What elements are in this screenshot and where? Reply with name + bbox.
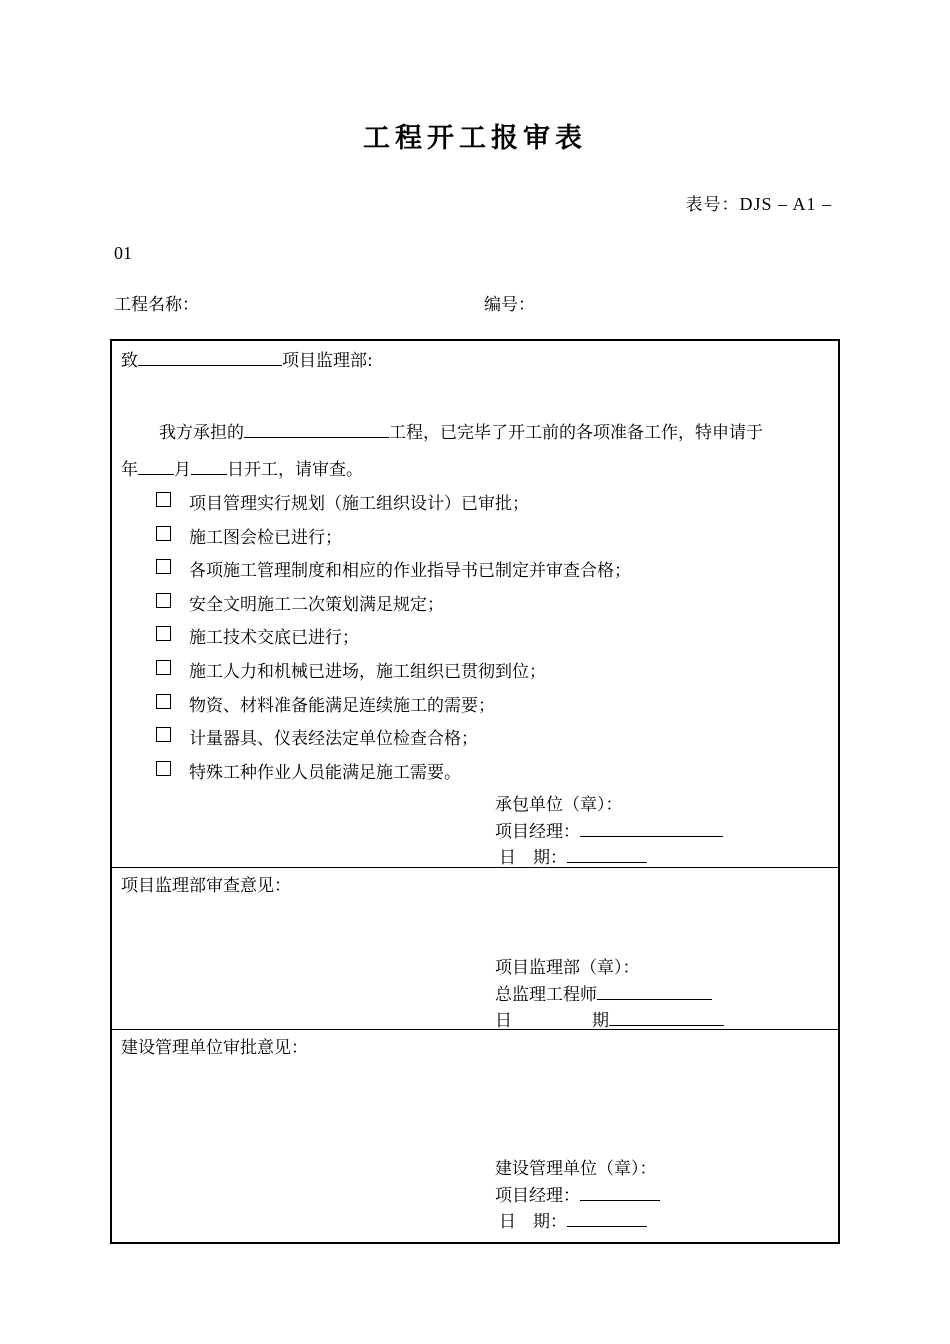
contractor-seal-label: 承包单位（章）： — [495, 795, 623, 815]
chief-engineer-line — [495, 982, 724, 1009]
checklist-item — [156, 556, 631, 590]
addressee-line — [121, 346, 373, 371]
date-blank[interactable] — [567, 845, 647, 863]
application-paragraph-line1 — [159, 418, 763, 443]
para-year: 年 — [121, 460, 138, 480]
form-number-value: DJS – A1 – — [739, 194, 832, 214]
form-number-continuation: 01 — [114, 243, 132, 263]
project-blank[interactable] — [244, 420, 389, 438]
checklist-item-label: 施工技术交底已进行； — [189, 628, 359, 649]
supervision-review-heading: 项目监理部审查意见： — [121, 876, 291, 896]
month-blank[interactable] — [191, 457, 227, 475]
supervision-seal-label: 项目监理部（章）： — [495, 958, 640, 978]
checklist-item-label: 施工图会检已进行； — [189, 527, 342, 548]
checklist-item-label: 计量器具、仪表经法定单位检查合格； — [189, 729, 478, 750]
checklist-item-label: 安全文明施工二次策划满足规定； — [189, 594, 444, 615]
chief-engineer-label: 总监理工程师 — [495, 984, 597, 1005]
checklist-item — [156, 590, 631, 624]
checkbox[interactable] — [156, 660, 171, 675]
supervision-review-section — [112, 868, 838, 1030]
contractor-signature-block — [495, 793, 723, 872]
checklist-item — [156, 758, 631, 792]
checkbox[interactable] — [156, 727, 171, 742]
checklist-item-label: 特殊工种作业人员能满足施工需要。 — [189, 762, 461, 783]
addressee-suffix: 项目监理部: — [282, 351, 373, 371]
chief-engineer-blank[interactable] — [597, 982, 712, 1000]
owner-approval-section — [112, 1030, 838, 1242]
checkbox[interactable] — [156, 492, 171, 507]
date-label: 日 期： — [499, 848, 567, 868]
supervision-date-blank[interactable] — [609, 1008, 724, 1026]
para-part2: 工程，已完毕了开工前的各项准备工作，特申请于 — [389, 423, 763, 443]
checklist-item — [156, 489, 631, 523]
manager-blank[interactable] — [580, 819, 723, 837]
form-number-label: 表号： — [685, 195, 740, 215]
owner-manager-line — [495, 1183, 660, 1210]
owner-manager-label: 项目经理： — [495, 1185, 580, 1206]
checklist-item-label: 物资、材料准备能满足连续施工的需要； — [189, 695, 495, 716]
code-label: 编号： — [484, 295, 535, 315]
checkbox[interactable] — [156, 559, 171, 574]
project-name-label: 工程名称： — [114, 295, 199, 315]
checklist-item — [156, 623, 631, 657]
date-label-part1: 日 — [495, 1011, 512, 1031]
checkbox[interactable] — [156, 761, 171, 776]
checklist-item-label: 各项施工管理制度和相应的作业指导书已制定并审查合格； — [189, 561, 631, 582]
checklist-item — [156, 691, 631, 725]
owner-approval-heading: 建设管理单位审批意见： — [121, 1038, 308, 1058]
checklist-item — [156, 657, 631, 691]
owner-date-label: 日 期： — [499, 1212, 567, 1232]
checkbox[interactable] — [156, 526, 171, 541]
contractor-manager-line — [495, 819, 723, 846]
readiness-checklist — [156, 489, 631, 791]
owner-seal-label: 建设管理单位（章）： — [495, 1159, 657, 1179]
document-title: 工程开工报审表 — [363, 123, 587, 154]
owner-signature-block — [495, 1157, 660, 1236]
checkbox[interactable] — [156, 593, 171, 608]
checkbox[interactable] — [156, 694, 171, 709]
para-part1: 我方承担的 — [159, 423, 244, 443]
addressee-prefix: 致 — [121, 351, 138, 371]
application-section — [112, 341, 838, 868]
addressee-blank[interactable] — [138, 348, 282, 366]
checklist-item — [156, 724, 631, 758]
owner-date-blank[interactable] — [567, 1209, 647, 1227]
supervision-signature-block — [495, 956, 724, 1035]
checklist-item — [156, 523, 631, 557]
para-day: 日开工，请审查。 — [227, 460, 363, 480]
owner-date-line — [495, 1209, 660, 1236]
para-month: 月 — [174, 460, 191, 480]
date-label-part2: 期 — [592, 1011, 609, 1031]
form-table — [110, 339, 840, 1244]
manager-label: 项目经理： — [495, 821, 580, 842]
form-number — [685, 190, 832, 215]
checklist-item-label: 项目管理实行规划（施工组织设计）已审批； — [189, 494, 529, 514]
checkbox[interactable] — [156, 626, 171, 641]
application-paragraph-line2 — [121, 455, 363, 480]
year-blank[interactable] — [138, 457, 174, 475]
owner-manager-blank[interactable] — [580, 1183, 660, 1201]
checklist-item-label: 施工人力和机械已进场，施工组织已贯彻到位； — [189, 661, 546, 682]
